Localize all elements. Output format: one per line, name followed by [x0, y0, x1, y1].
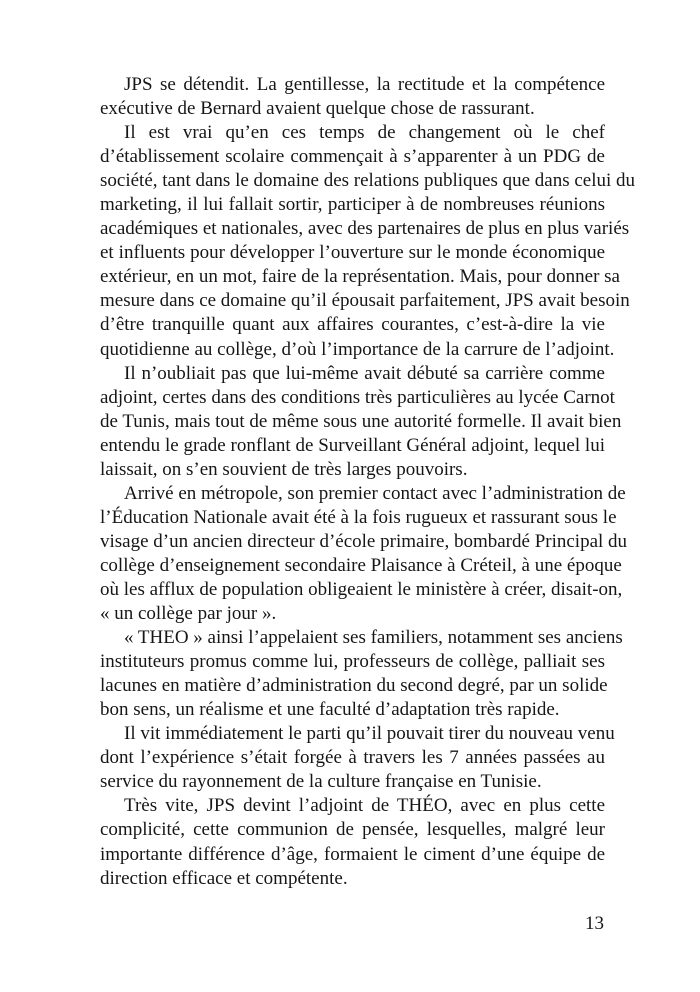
text-line: visage d’un ancien directeur d’école primaire, bombardé Principal du [100, 530, 628, 552]
text-line: exécutive de Bernard avaient quelque chose de rassurant. [100, 98, 535, 120]
text-line: laissait, on s’en souvient de très larges pouvoirs. [100, 458, 468, 480]
text-line: Il est vrai qu’en ces temps de changement où le chef [124, 122, 605, 144]
text-line: extérieur, en un mot, faire de la représentation. Mais, pour donner sa [100, 266, 620, 288]
text-line: « THEO » ainsi l’appelaient ses familiers, notamment ses anciens [124, 627, 623, 649]
text-line: complicité, cette communion de pensée, lesquelles, malgré leur [100, 819, 605, 841]
page-number: 13 [585, 913, 604, 934]
text-line: Très vite, JPS devint l’adjoint de THÉO, avec en plus cette [124, 795, 605, 817]
paragraph [100, 482, 628, 626]
paragraph [100, 722, 615, 794]
text-line: mesure dans ce domaine qu’il épousait parfaitement, JPS avait besoin [100, 290, 630, 312]
text-line: marketing, il lui fallait sortir, participer à de nombreuses réunions [100, 194, 605, 216]
paragraph [100, 73, 605, 121]
text-line: entendu le grade ronflant de Surveillant Général adjoint, lequel lui [100, 434, 605, 456]
text-line: académiques et nationales, avec des partenaires de plus en plus variés [100, 218, 630, 240]
text-line: l’Éducation Nationale avait été à la fois rugueux et rassurant sous le [100, 506, 617, 528]
text-line: Il vit immédiatement le parti qu’il pouvait tirer du nouveau venu [124, 723, 615, 745]
text-line: Il n’oubliait pas que lui-même avait débuté sa carrière comme [124, 362, 605, 384]
text-line: d’établissement scolaire commençait à s’apparenter à un PDG de [100, 146, 605, 168]
text-line: d’être tranquille quant aux affaires courantes, c’est-à-dire la vie [100, 314, 605, 336]
text-line: bon sens, un réalisme et une faculté d’adaptation très rapide. [100, 699, 560, 721]
text-line: direction efficace et compétente. [100, 867, 348, 889]
text-line: importante différence d’âge, formaient le ciment d’une équipe de [100, 843, 605, 865]
text-line: de Tunis, mais tout de même sous une autorité formelle. Il avait bien [100, 410, 622, 432]
text-line: quotidienne au collège, d’où l’importance de la carrure de l’adjoint. [100, 338, 615, 360]
text-line: service du rayonnement de la culture française en Tunisie. [100, 771, 542, 793]
paragraph [100, 121, 636, 361]
text-line: et influents pour développer l’ouverture sur le monde économique [100, 242, 605, 264]
paragraph [100, 362, 622, 482]
text-line: « un collège par jour ». [100, 603, 277, 625]
text-line: JPS se détendit. La gentillesse, la rectitude et la compétence [124, 74, 605, 95]
paragraph [100, 626, 623, 722]
text-line: instituteurs promus comme lui, professeurs de collège, palliait ses [100, 651, 605, 673]
text-line: dont l’expérience s’était forgée à travers les 7 années passées au [100, 747, 605, 769]
text-line: Arrivé en métropole, son premier contact avec l’administration de [124, 482, 626, 504]
text-line: société, tant dans le domaine des relations publiques que dans celui du [100, 170, 636, 192]
paragraph [100, 794, 605, 890]
text-line: lacunes en matière d’administration du second degré, par un solide [100, 675, 608, 697]
text-line: collège d’enseignement secondaire Plaisance à Créteil, à une époque [100, 554, 622, 576]
text-line: adjoint, certes dans des conditions très particulières au lycée Carnot [100, 386, 615, 408]
page-body [100, 73, 636, 891]
text-line: où les afflux de population obligeaient le ministère à créer, disait-on, [100, 578, 623, 600]
